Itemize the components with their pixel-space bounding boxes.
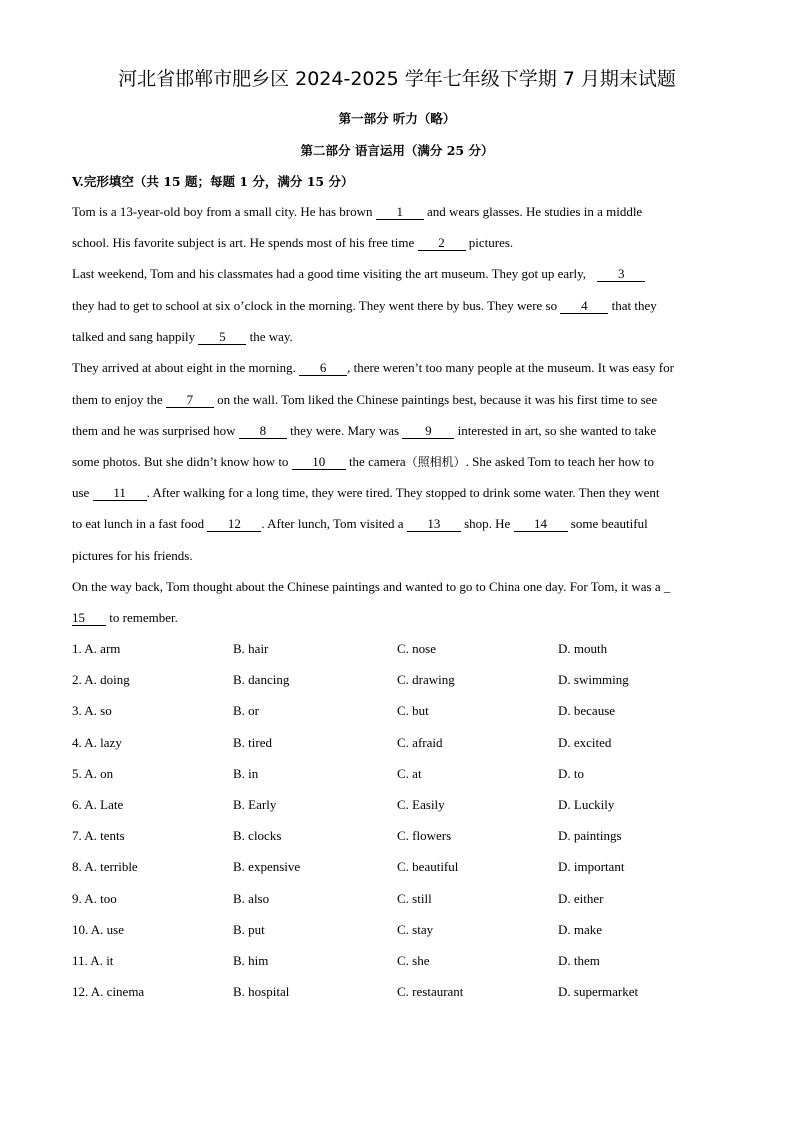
passage-text: . She asked Tom to teach her how to: [465, 454, 655, 469]
option-a: 10. A. use: [72, 922, 124, 937]
option-c: C. she: [397, 953, 430, 968]
option-b: B. hospital: [233, 984, 290, 999]
option-row: [72, 703, 732, 719]
passage-text: some photos. But she didn’t know how to: [72, 454, 292, 469]
passage-line-14: [72, 610, 178, 626]
option-d: D. make: [558, 922, 603, 937]
blank-12: 12: [207, 517, 261, 532]
passage-line-11: [72, 516, 648, 532]
passage-text: Last weekend, Tom and his classmates had a good time visiting the art museum. They got up early,: [72, 266, 590, 281]
blank-1: 1: [376, 205, 424, 220]
passage-text: . After walking for a long time, they were tired. They stopped to drink some water. Then they went: [146, 485, 660, 500]
blank-11: 11: [93, 486, 147, 501]
blank-14: 14: [514, 517, 568, 532]
option-row: [72, 828, 732, 844]
option-c: C. nose: [397, 641, 436, 656]
option-b: B. hair: [233, 641, 269, 656]
passage-line-8: [72, 423, 656, 439]
option-c: C. afraid: [397, 735, 443, 750]
option-a: 6. A. Late: [72, 797, 124, 812]
option-b: B. in: [233, 766, 259, 781]
passage-text: , there weren’t too many people at the museum. It was easy for: [347, 360, 674, 375]
passage-text: shop. He: [460, 516, 514, 531]
option-a: 1. A. arm: [72, 641, 121, 656]
blank-13: 13: [407, 517, 461, 532]
passage-line-2: [72, 235, 513, 251]
option-d: D. because: [558, 703, 616, 718]
option-d: D. Luckily: [558, 797, 615, 812]
option-a: 8. A. terrible: [72, 859, 138, 874]
option-d: D. important: [558, 859, 625, 874]
option-a: 5. A. on: [72, 766, 114, 781]
option-b: B. put: [233, 922, 265, 937]
option-b: B. dancing: [233, 672, 290, 687]
passage-line-4: [72, 298, 657, 314]
passage-line-3: [72, 266, 645, 282]
option-a: 3. A. so: [72, 703, 112, 718]
passage-text: they had to get to school at six o’clock in the morning. They went there by bus. They were so: [72, 298, 561, 313]
option-a: 7. A. tents: [72, 828, 125, 843]
passage-text: on the wall. Tom liked the Chinese paintings best, because it was his first time to see: [213, 392, 658, 407]
option-c: C. flowers: [397, 828, 452, 843]
option-c: C. Easily: [397, 797, 445, 812]
blank-15: 15: [72, 611, 106, 626]
passage-text: that they: [608, 298, 657, 313]
passage-text: and wears glasses. He studies in a middle: [423, 204, 643, 219]
option-a: 2. A. doing: [72, 672, 130, 687]
passage-text: interested in art, so she wanted to take: [454, 423, 657, 438]
exam-title: 河北省邯郸市肥乡区 2024-2025 学年七年级下学期 7 月期末试题: [118, 68, 676, 90]
blank-3: 3: [597, 267, 645, 282]
option-b: B. Early: [233, 797, 277, 812]
passage-line-1: [72, 204, 642, 220]
passage-line-12: [72, 548, 193, 564]
passage-text: use: [72, 485, 93, 500]
passage-text: . After lunch, Tom visited a: [261, 516, 407, 531]
option-c: C. but: [397, 703, 429, 718]
passage-text: them to enjoy the: [72, 392, 166, 407]
option-c: C. still: [397, 891, 432, 906]
option-d: D. paintings: [558, 828, 622, 843]
part-one-heading: 第一部分 听力（略）: [338, 111, 456, 126]
option-a: 9. A. too: [72, 891, 117, 906]
blank-2: 2: [418, 236, 466, 251]
option-row: [72, 766, 732, 782]
option-row: [72, 891, 732, 907]
passage-text-cjk: （照相机）: [405, 455, 466, 469]
option-row: [72, 922, 732, 938]
passage-text: _: [663, 579, 671, 594]
passage-line-7: [72, 392, 657, 408]
passage-line-6: [72, 360, 674, 376]
option-d: D. either: [558, 891, 604, 906]
passage-line-5: [72, 329, 293, 345]
option-d: D. mouth: [558, 641, 608, 656]
passage-text: the camera: [345, 454, 406, 469]
passage-text: school. His favorite subject is art. He spends most of his free time: [72, 235, 418, 250]
option-b: B. expensive: [233, 859, 301, 874]
passage-text: talked and sang happily: [72, 329, 199, 344]
cloze-section-heading: V.完形填空（共 15 题；每题 1 分，满分 15 分）: [72, 174, 354, 189]
passage-line-9: [72, 454, 654, 470]
option-row: [72, 641, 732, 657]
option-b: B. or: [233, 703, 259, 718]
passage-text: they were. Mary was: [286, 423, 403, 438]
option-row: [72, 735, 732, 751]
passage-text: them and he was surprised how: [72, 423, 239, 438]
option-c: C. stay: [397, 922, 434, 937]
option-a: 4. A. lazy: [72, 735, 122, 750]
passage-line-10: [72, 485, 659, 501]
option-d: D. excited: [558, 735, 612, 750]
passage-text: They arrived at about eight in the morning.: [72, 360, 300, 375]
option-c: C. restaurant: [397, 984, 464, 999]
blank-9: 9: [402, 424, 454, 439]
option-b: B. also: [233, 891, 270, 906]
option-row: [72, 953, 732, 969]
passage-text: Tom is a 13-year-old boy from a small city. He has brown: [72, 204, 376, 219]
passage-text: pictures for his friends.: [72, 548, 193, 563]
option-row: [72, 797, 732, 813]
blank-8: 8: [239, 424, 287, 439]
option-a: 11. A. it: [72, 953, 114, 968]
option-c: C. beautiful: [397, 859, 459, 874]
blank-6: 6: [299, 361, 347, 376]
option-row: [72, 984, 732, 1000]
passage-text: to eat lunch in a fast food: [72, 516, 208, 531]
option-a: 12. A. cinema: [72, 984, 145, 999]
passage-text: the way.: [246, 329, 293, 344]
option-row: [72, 672, 732, 688]
blank-10: 10: [292, 455, 346, 470]
passage-line-13: [72, 579, 670, 595]
option-row: [72, 859, 732, 875]
option-b: B. tired: [233, 735, 272, 750]
option-d: D. swimming: [558, 672, 629, 687]
passage-text: some beautiful: [567, 516, 648, 531]
option-b: B. clocks: [233, 828, 282, 843]
blank-4: 4: [560, 299, 608, 314]
part-two-heading: 第二部分 语言运用（满分 25 分）: [300, 143, 494, 158]
option-c: C. drawing: [397, 672, 455, 687]
passage-text: to remember.: [106, 610, 178, 625]
blank-5: 5: [198, 330, 246, 345]
option-b: B. him: [233, 953, 269, 968]
option-c: C. at: [397, 766, 422, 781]
option-d: D. to: [558, 766, 584, 781]
blank-7: 7: [166, 393, 214, 408]
option-d: D. supermarket: [558, 984, 639, 999]
passage-text: On the way back, Tom thought about the Chinese paintings and wanted to go to China one day. For Tom, it was a: [72, 579, 664, 594]
passage-text: pictures.: [465, 235, 514, 250]
option-d: D. them: [558, 953, 600, 968]
